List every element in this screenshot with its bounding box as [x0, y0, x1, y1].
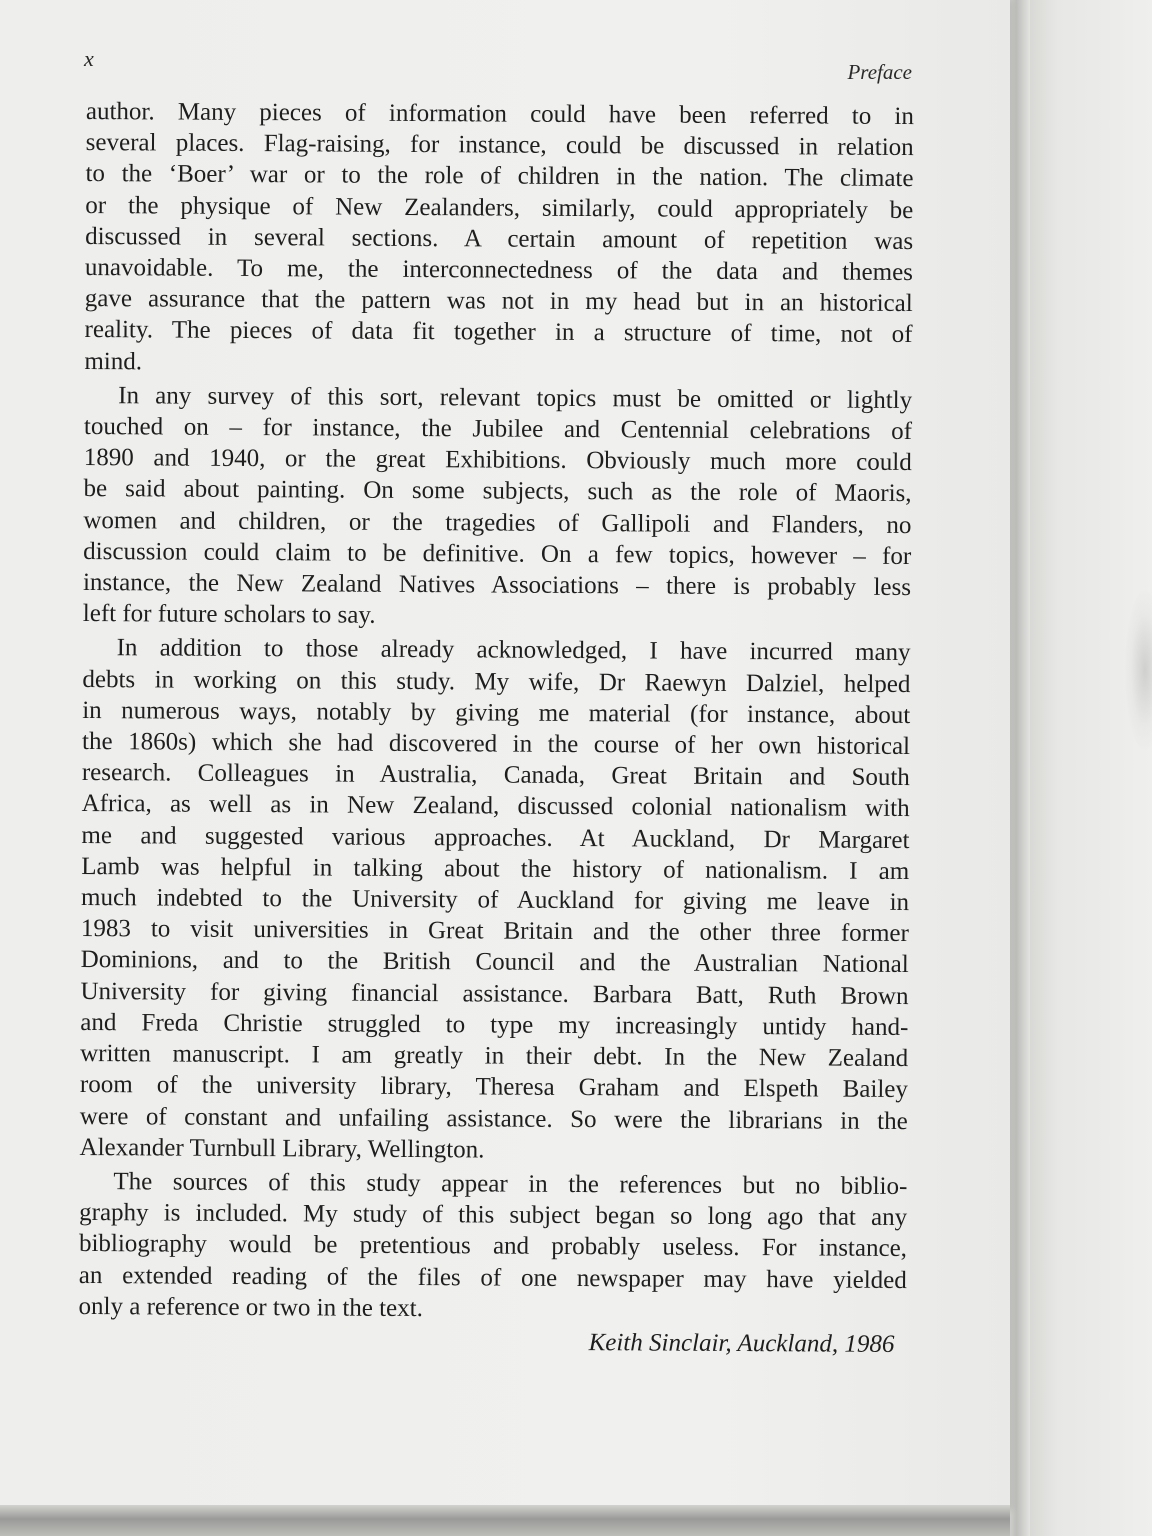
text-line: gave assurance that the pattern was not in my head but in an historical	[84, 285, 913, 318]
paragraph	[83, 380, 913, 635]
text-line: bibliography would be pretentious and probably useless. For instance,	[78, 1230, 908, 1263]
text-line: or the physique of New Zealanders, similarly, could appropriately be	[85, 191, 914, 224]
running-head	[84, 46, 912, 86]
paragraph	[79, 1166, 908, 1327]
text-line: debts in working on this study. My wife, Dr Raewyn Dalziel, helped	[82, 665, 911, 698]
text-line: Lamb was helpful in talking about the history of nationalism. I am	[81, 852, 910, 885]
running-head-title: Preface	[847, 60, 912, 84]
text-line: author. Many pieces of information could have been referred to in	[85, 97, 914, 131]
text-line: be said about painting. On some subjects, such as the role of Maoris,	[83, 475, 912, 508]
text-line: an extended reading of the files of one newspaper may have yielded	[78, 1261, 907, 1294]
text-line: were of constant and unfailing assistance. So were the librarians in the	[79, 1102, 908, 1135]
paragraph	[79, 632, 910, 1168]
text-line: and Freda Christie struggled to type my increasingly untidy hand-	[80, 1008, 909, 1041]
text-line: the 1860s) which she had discovered in the course of her own historical	[81, 728, 911, 761]
text-line: Alexander Turnbull Library, Wellington.	[79, 1133, 485, 1164]
text-line: In addition to those already acknowledged, I have incurred many	[116, 634, 911, 667]
paragraph	[84, 96, 914, 382]
text-line: graphy is included. My study of this subject began so long ago that any	[79, 1199, 908, 1232]
text-line: discussed in several sections. A certain amount of repetition was	[85, 222, 914, 255]
text-line: instance, the New Zealand Natives Associations – there is probably less	[82, 569, 912, 602]
text-line: in numerous ways, notably by giving me material (for instance, about	[82, 696, 911, 729]
text-line: Africa, as well as in New Zealand, discussed colonial nationalism with	[81, 790, 910, 823]
text-line: mind.	[84, 347, 143, 375]
facing-page-edge	[1026, 0, 1152, 1536]
text-line: research. Colleagues in Australia, Canada, Great Britain and South	[81, 759, 910, 792]
text-line: me and suggested various approaches. At Auckland, Dr Margaret	[81, 821, 910, 854]
text-line: women and children, or the tragedies of Gallipoli and Flanders, no	[83, 506, 912, 539]
text-line: several places. Flag-raising, for instance, could be discussed in relation	[85, 129, 914, 162]
text-line: 1890 and 1940, or the great Exhibitions. Obviously much more could	[83, 444, 912, 477]
text-line: to the ‘Boer’ war or to the role of children in the nation. The climate	[85, 160, 914, 193]
text-line: In any survey of this sort, relevant topics must be omitted or lightly	[118, 382, 913, 414]
body-text	[78, 96, 914, 1360]
page-bottom-edge	[0, 1505, 1010, 1536]
text-line: discussion could claim to be definitive. On a few topics, however – for	[83, 537, 912, 570]
text-line: written manuscript. I am greatly in their debt. In the New Zealand	[80, 1040, 909, 1073]
text-line: Dominions, and to the British Council and the Australian National	[80, 946, 909, 979]
text-line: only a reference or two in the text.	[78, 1292, 423, 1322]
page-number: x	[84, 46, 94, 71]
text-line: left for future scholars to say.	[82, 600, 376, 630]
text-line: 1983 to visit universities in Great Britain and the other three former	[80, 915, 909, 948]
text-line: The sources of this study appear in the references but no biblio-	[113, 1168, 908, 1200]
text-line: room of the university library, Theresa Graham and Elspeth Bailey	[79, 1071, 909, 1104]
author-signature: Keith Sinclair, Auckland, 1986	[588, 1329, 895, 1358]
text-line: unavoidable. To me, the interconnectedness of the data and themes	[84, 254, 914, 287]
text-line: much indebted to the University of Auckland for giving me leave in	[81, 884, 910, 917]
text-line: University for giving financial assistance. Barbara Batt, Ruth Brown	[80, 977, 909, 1010]
text-line: touched on – for instance, the Jubilee and Centennial celebrations of	[83, 413, 913, 446]
text-line: reality. The pieces of data fit together in a structure of time, not of	[84, 316, 913, 349]
